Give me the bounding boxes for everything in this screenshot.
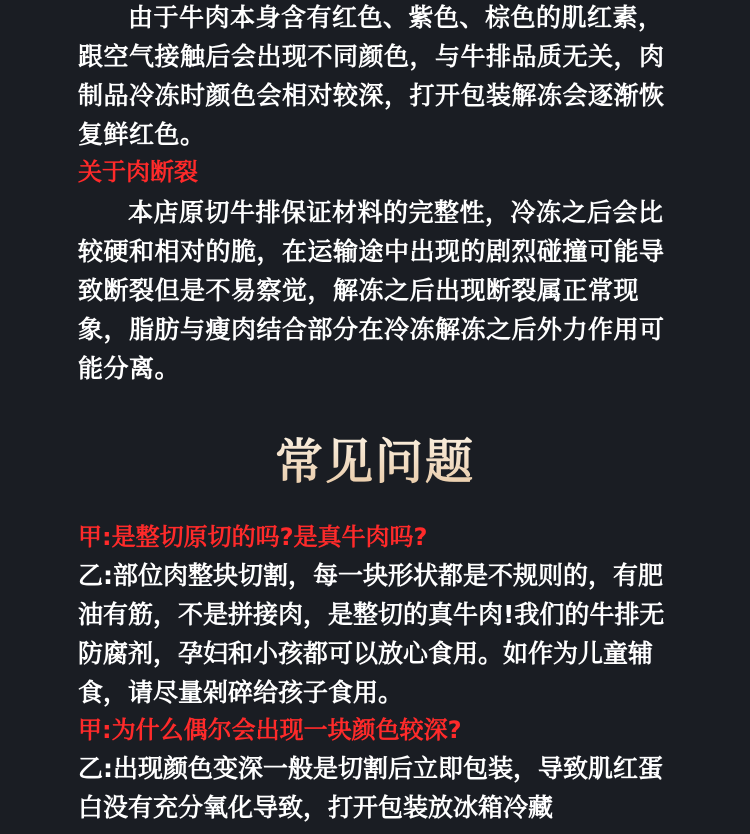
section-title-breakage: 关于肉断裂 [78,158,198,186]
faq-heading: 常见问题 [0,432,750,492]
intro-paragraph: 由于牛肉本身含有红色、紫色、棕色的肌红素，跟空气接触后会出现不同颜色，与牛排品质无关，肉制品冷冻时颜色会相对较深，打开包装解冻会逐渐恢复鲜红色。 [78,3,665,149]
faq-answer-2: 乙:出现颜色变深一般是切割后立即包装，导致肌红蛋白没有充分氧化导致，打开包装放冰箱冷藏 [78,754,663,822]
faq-question-1: 甲:是整切原切的吗?是真牛肉吗? [78,523,428,551]
faq-answer-1: 乙:部位肉整块切割，每一块形状都是不规则的，有肥油有筋，不是拼接肉，是整切的真牛肉!我们的牛排无防腐剂，孕妇和小孩都可以放心食用。如作为儿童辅食，请尽量剁碎给孩子食用。 [78,561,665,707]
section-body-breakage: 本店原切牛排保证材料的完整性，冷冻之后会比较硬和相对的脆，在运输途中出现的剧烈碰撞可能导致断裂但是不易察觉，解冻之后出现断裂属正常现象，脂肪与瘦肉结合部分在冷冻解冻之后外力作用可能分离。 [78,198,665,383]
faq-question-2: 甲:为什么偶尔会出现一块颜色较深? [78,716,462,744]
